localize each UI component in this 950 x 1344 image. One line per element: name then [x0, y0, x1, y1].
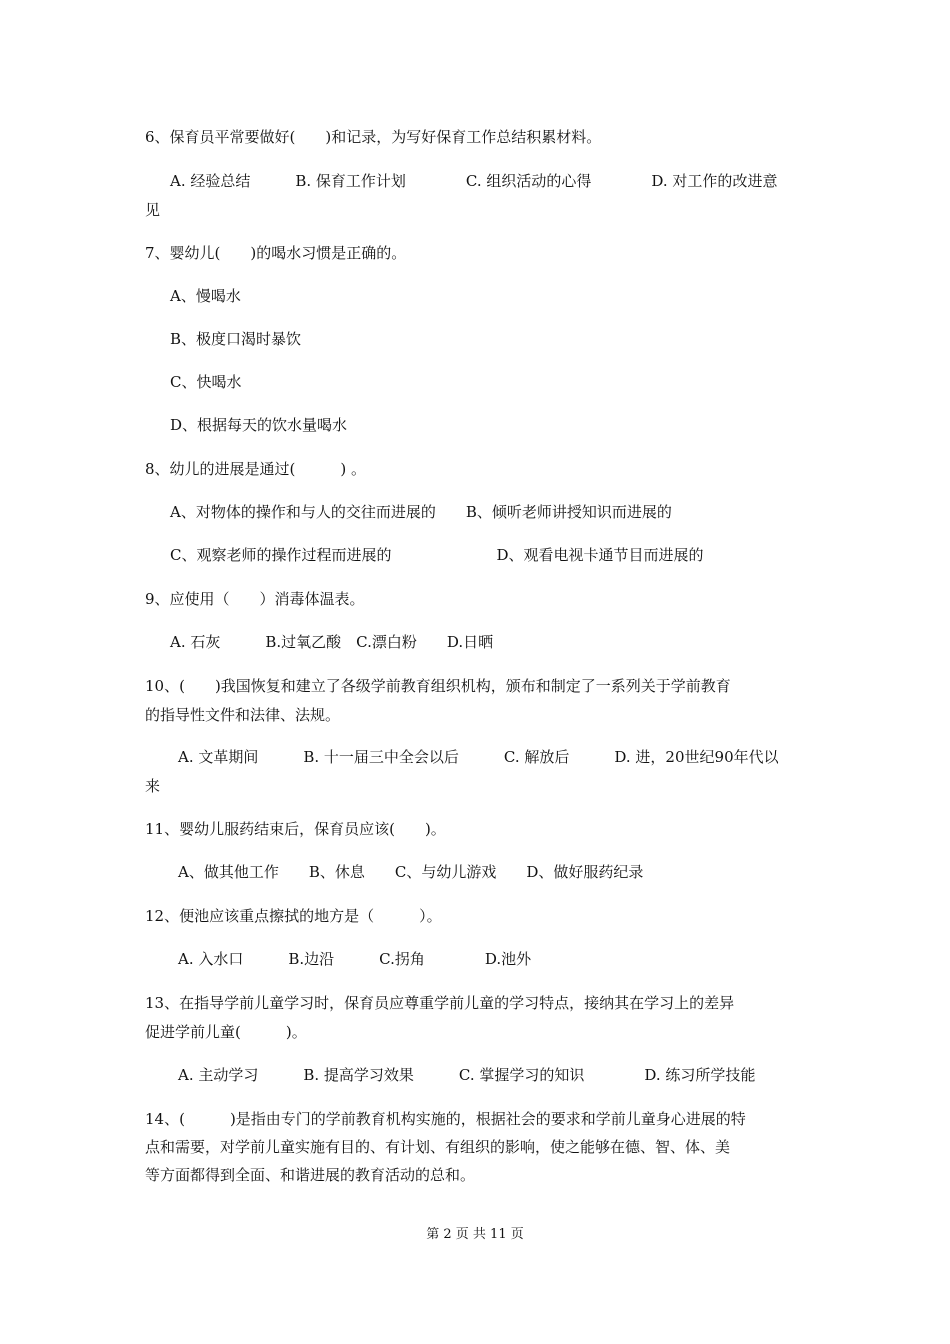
question-11-options: A、做其他工作 B、休息 C、与幼儿游戏 D、做好服药纪录 — [178, 863, 644, 881]
question-10-stem-line-1: 10、( )我国恢复和建立了各级学前教育组织机构，颁布和制定了一系列关于学前教育 — [145, 677, 731, 695]
question-14-stem-line-1: 14、( )是指由专门的学前教育机构实施的，根据社会的要求和学前儿童身心进展的特 — [145, 1110, 746, 1128]
question-9-options: A. 石灰 B.过氧乙酸 C.漂白粉 D.日晒 — [170, 633, 494, 651]
page-footer: 第 2 页 共 11 页 — [426, 1227, 524, 1242]
question-14-stem-line-3: 等方面都得到全面、和谐进展的教育活动的总和。 — [145, 1166, 476, 1184]
question-9-stem: 9、应使用（ ）消毒体温表。 — [145, 590, 365, 608]
question-11-stem: 11、婴幼儿服药结束后，保育员应该( )。 — [145, 820, 446, 838]
question-14-stem-line-2: 点和需要，对学前儿童实施有目的、有计划、有组织的影响，使之能够在德、智、体、美 — [145, 1138, 731, 1156]
question-13-stem-line-1: 13、在指导学前儿童学习时，保育员应尊重学前儿童的学习特点，接纳其在学习上的差异 — [145, 994, 735, 1012]
question-7-option-c: C、快喝水 — [170, 373, 242, 391]
question-7-option-b: B、极度口渴时暴饮 — [170, 330, 302, 348]
question-13-stem-line-2: 促进学前儿童( )。 — [145, 1023, 307, 1041]
question-10-stem-line-2: 的指导性文件和法律、法规。 — [145, 706, 341, 724]
question-6-options-continued: 见 — [145, 201, 161, 219]
question-10-options: A. 文革期间 B. 十一届三中全会以后 C. 解放后 D. 进，20世纪90年代以 — [178, 748, 779, 766]
question-8-stem: 8、幼儿的进展是通过( ) 。 — [145, 460, 367, 478]
question-7-option-d: D、根据每天的饮水量喝水 — [170, 416, 348, 434]
question-13-options: A. 主动学习 B. 提高学习效果 C. 掌握学习的知识 D. 练习所学技能 — [178, 1066, 756, 1084]
question-10-options-continued: 来 — [145, 777, 161, 795]
question-7-stem: 7、婴幼儿( )的喝水习惯是正确的。 — [145, 244, 407, 262]
question-6-stem: 6、保育员平常要做好( )和记录，为写好保育工作总结积累材料。 — [145, 128, 602, 146]
question-12-stem: 12、便池应该重点擦拭的地方是（ ）。 — [145, 907, 442, 925]
question-12-options: A. 入水口 B.边沿 C.拐角 D.池外 — [178, 950, 532, 968]
question-8-options-cd: C、观察老师的操作过程而进展的 D、观看电视卡通节目而进展的 — [170, 546, 704, 564]
question-7-option-a: A、慢喝水 — [170, 287, 241, 305]
question-8-options-ab: A、对物体的操作和与人的交往而进展的 B、倾听老师讲授知识而进展的 — [170, 503, 672, 521]
question-6-options: A. 经验总结 B. 保育工作计划 C. 组织活动的心得 D. 对工作的改进意 — [170, 172, 778, 190]
